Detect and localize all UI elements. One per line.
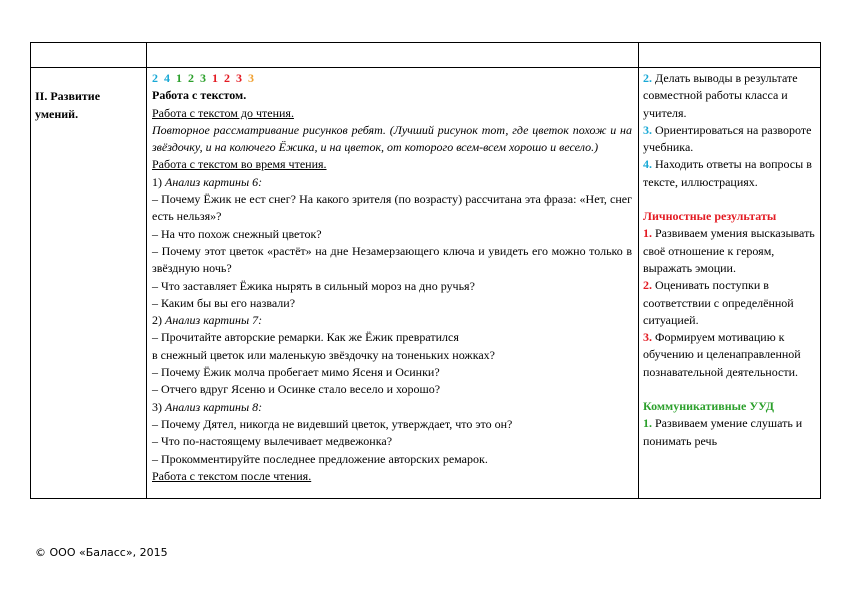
section-1-title: Анализ картины 6: — [165, 174, 263, 189]
uud-item-4 — [643, 156, 815, 191]
stage-title-line2: умений. — [35, 107, 79, 122]
sequence-number-6: 1 — [212, 71, 218, 85]
uud-cell — [643, 70, 815, 450]
table-col-divider-2 — [638, 42, 639, 499]
question-5: – Каким бы вы его назвали? — [152, 295, 296, 310]
section-3-title: Анализ картины 8: — [165, 399, 263, 414]
question-2: – На что похож снежный цветок? — [152, 226, 322, 241]
section-1-number: 1) — [152, 174, 165, 189]
sequence-number-9: 3 — [248, 71, 254, 85]
uud-item-3-text: Ориентироваться на развороте учебника. — [643, 122, 812, 155]
sequence-number-7: 2 — [224, 71, 230, 85]
question-7: – Почему Ёжик молча пробегает мимо Ясеня и Осинки? — [152, 365, 440, 380]
personal-item-2 — [643, 277, 815, 329]
personal-item-3-text: Формируем мотивацию к обучению и целенаправленной познавательной деятельности. — [643, 330, 801, 379]
section-1-heading — [152, 174, 632, 191]
section-2-heading — [152, 312, 632, 329]
question-4: – Что заставляет Ёжика нырять в сильный мороз на дно ручья? — [152, 278, 475, 293]
stage-title-line1: II. Развитие — [35, 89, 101, 103]
uud-item-2-number: 2. — [643, 71, 652, 85]
uud-item-4-text: Находить ответы на вопросы в тексте, иллюстрациях. — [643, 157, 812, 189]
lesson-content-cell — [152, 70, 632, 485]
question-9: – Почему Дятел, никогда не видевший цветок, утверждает, что это он? — [152, 416, 513, 431]
uud-item-3-number: 3. — [643, 122, 652, 137]
sequence-number-8: 3 — [236, 71, 242, 85]
uud-item-2-text: Делать выводы в результате совместной работы класса и учителя. — [643, 71, 798, 120]
table-row-divider — [30, 67, 820, 68]
question-8: – Отчего вдруг Ясеню и Осинке стало весело и хорошо? — [152, 382, 441, 397]
personal-item-2-text: Оценивать поступки в соответствии с определённой ситуацией. — [643, 278, 794, 327]
table-bottom-border — [30, 498, 820, 499]
question-6-line2: в снежный цветок или маленькую звёздочку на тоненьких ножках? — [152, 347, 495, 362]
section-3-heading — [152, 399, 632, 416]
personal-item-3 — [643, 329, 815, 381]
stage-cell — [35, 88, 143, 124]
after-reading-heading: Работа с текстом после чтения. — [152, 468, 312, 483]
sequence-number-2: 4 — [164, 71, 170, 85]
during-reading-heading: Работа с текстом во время чтения. — [152, 157, 327, 172]
personal-results-heading: Личностные результаты — [643, 209, 777, 224]
before-reading-text: Повторное рассматривание рисунков ребят. (Лучший рисунок тот, где цветок похож и на звёздочку, и на колючего Ёжика, и на цветок, от которого всем-всем хорошо и весело.) — [152, 122, 632, 155]
personal-item-1-number: 1. — [643, 226, 652, 241]
communicative-item-1 — [643, 415, 815, 450]
sequence-number-4: 2 — [188, 71, 194, 85]
section-3-number: 3) — [152, 399, 165, 414]
uud-item-3 — [643, 122, 815, 157]
personal-item-1 — [643, 225, 815, 277]
personal-item-1-text: Развиваем умения высказывать своё отношение к героям, выражать эмоции. — [643, 226, 815, 275]
section-2-number: 2) — [152, 313, 165, 328]
question-6-line1: – Прочитайте авторские ремарки. Как же Ёжик превратился — [152, 330, 459, 345]
work-title: Работа с текстом. — [152, 88, 247, 103]
table-left-border — [30, 42, 31, 499]
question-10: – Что по-настоящему вылечивает медвежонка? — [152, 434, 393, 449]
personal-item-2-number: 2. — [643, 278, 652, 293]
communicative-item-1-text: Развиваем умение слушать и понимать речь — [643, 416, 803, 448]
communicative-uud-heading: Коммуникативные УУД — [643, 399, 775, 414]
uud-number-sequence — [152, 70, 632, 87]
question-11: – Прокомментируйте последнее предложение авторских ремарок. — [152, 451, 488, 466]
sequence-number-1: 2 — [152, 71, 158, 85]
table-col-divider-1 — [146, 42, 147, 499]
table-top-border — [30, 42, 820, 43]
sequence-number-5: 3 — [200, 71, 206, 85]
personal-item-3-number: 3. — [643, 330, 652, 345]
communicative-item-1-number: 1. — [643, 416, 652, 431]
uud-item-4-number: 4. — [643, 157, 652, 172]
copyright-footer: © ООО «Баласс», 2015 — [35, 546, 168, 559]
table-right-border — [820, 42, 821, 499]
question-1: – Почему Ёжик не ест снег? На какого зрителя (по возрасту) рассчитана эта фраза: «Нет, снег есть нельзя»? — [152, 192, 632, 224]
section-2-title: Анализ картины 7: — [165, 313, 263, 328]
before-reading-heading: Работа с текстом до чтения. — [152, 105, 294, 120]
uud-item-2 — [643, 70, 815, 122]
sequence-number-3: 1 — [176, 71, 182, 85]
question-3: – Почему этот цветок «растёт» на дне Незамерзающего ключа и увидеть его можно только в звёздную ночь? — [152, 243, 632, 276]
